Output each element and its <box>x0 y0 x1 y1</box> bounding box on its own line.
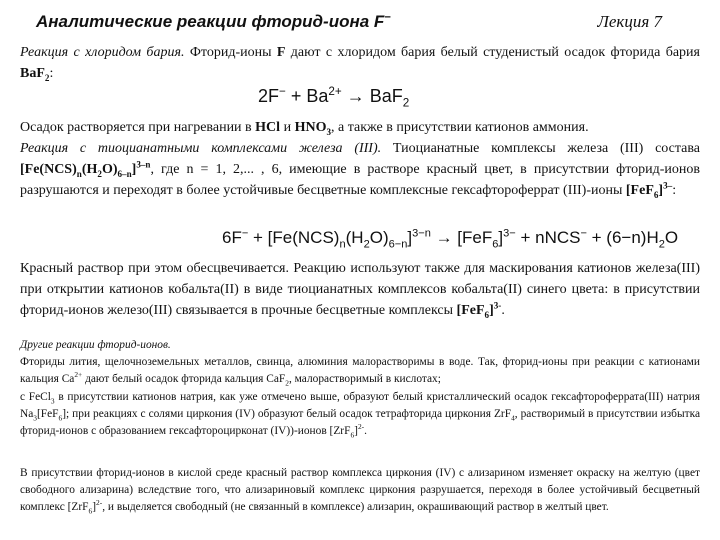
formula <box>456 300 502 320</box>
text: , где n = 1, 2,... , 6, имеющие в растворе красный цвет, в присутствии фторид-ионов разрушаются и переходят в более устойчивые бесцветные комплексные гексафтороферрат (III)-ионы <box>20 162 700 198</box>
formula-text: [FeF <box>625 183 654 198</box>
formula <box>329 421 365 439</box>
text: и <box>280 120 295 135</box>
formula-text: BaF <box>20 66 45 81</box>
superscript: 3– <box>663 180 673 191</box>
subscript: 6 <box>58 413 63 423</box>
text: Фторид-ионы <box>184 45 277 60</box>
eq-term: ] <box>407 228 413 247</box>
formula: F <box>276 45 286 60</box>
paragraph-barium <box>20 42 700 84</box>
formula <box>61 370 83 385</box>
formula <box>28 391 55 406</box>
formula-text: ] <box>658 183 664 198</box>
eq-term: 6F <box>222 228 242 247</box>
eq-term: [FeF <box>457 228 493 247</box>
subscript: 3 <box>50 396 55 406</box>
formula-text: [FeF <box>37 407 59 420</box>
superscript: 3−n <box>412 227 431 240</box>
subscript: 2 <box>363 238 370 251</box>
eq-term: + [Fe(NCS) <box>248 228 340 247</box>
text: , малорастворимый в кислотах; <box>288 372 441 385</box>
subscript: 3 <box>33 413 37 423</box>
superscript: 2- <box>357 421 365 431</box>
eq-term: (H <box>345 228 364 247</box>
text: . <box>364 424 367 437</box>
eq-term: O) <box>369 228 389 247</box>
subscript: 6 <box>653 189 659 200</box>
text: Осадок растворяется при нагревании в <box>20 120 256 135</box>
paragraph-dissolve <box>20 117 700 138</box>
superscript: 2+ <box>328 85 342 98</box>
equation-iron <box>222 227 679 251</box>
paragraph-alizarin <box>20 465 700 515</box>
subscript: 2 <box>402 96 410 110</box>
reaction-heading: Реакция с хлоридом бария. <box>20 45 185 60</box>
formula-text: (H <box>81 162 98 177</box>
formula <box>20 159 151 179</box>
eq-term: 2F <box>258 86 280 106</box>
formula <box>20 66 49 81</box>
text: Красный раствор при этом обесцвечивается. Реакцию используют также для маскирования катионов железа(III) при открытии катионов кобальта(II) в виде тиоцианатных комплексов кобальта(II) синего цвета: в присутствии фторид-ионов железо(III) связывается в прочные бесцветные комплексы <box>20 261 700 318</box>
subscript: 2 <box>285 378 289 388</box>
text: дают белый осадок фторида кальция <box>82 372 267 385</box>
formula-text: CaF <box>266 372 286 385</box>
subscript: 6 <box>492 238 499 251</box>
formula-text: Ca <box>61 372 75 385</box>
paragraph-iron-zirconium <box>20 389 700 439</box>
subscript: n <box>76 168 82 179</box>
text: , и выделяется свободный (не связанный в комплексе) ализарин, окрашивающий раствор в желтый цвет. <box>102 500 609 513</box>
title-text: Аналитические реакции фторид-иона F <box>36 12 385 31</box>
formula-text: [FeF <box>456 303 485 318</box>
text: в присутствии катионов натрия, как уже отмечено выше, образуют белый кристаллический осадок гексафтороферрата(III) натрия <box>54 391 700 403</box>
formula-text: ] <box>131 162 137 177</box>
subscript: 6 <box>484 309 490 320</box>
superscript: − <box>580 227 587 240</box>
superscript: 3− <box>503 227 516 240</box>
superscript: 3- <box>493 300 502 311</box>
header <box>30 12 690 38</box>
reaction-arrow: → <box>430 228 458 247</box>
text: Фториды лития, щелочноземельных металлов, свинца, алюминия малорастворимы в воде. Так, фторид-ионы при реакции с катионами кальция <box>20 356 700 385</box>
superscript: − <box>241 227 249 240</box>
formula-text: FeCl <box>28 391 51 403</box>
subscript: 2 <box>44 72 50 83</box>
formula-text: ] <box>489 303 494 318</box>
formula-text: ] <box>92 500 97 513</box>
text: Тиоцианатные комплексы железа (III) состава <box>381 141 700 156</box>
formula-text: [ZrF <box>329 424 351 437</box>
text: . <box>501 303 505 318</box>
section-heading-other: Другие реакции фторид-ионов. <box>20 339 171 351</box>
text: , а также в присутствии катионов аммония. <box>331 120 589 135</box>
superscript: 2- <box>96 497 103 507</box>
text: дают с хлоридом бария белый студенистый осадок фторида бария <box>285 45 700 60</box>
formula-text: [ZrF <box>67 500 89 513</box>
reaction-heading: Реакция с тиоцианатными комплексами железа (III). <box>20 141 382 156</box>
eq-term: BaF <box>369 86 403 106</box>
subscript: 6 <box>350 429 355 439</box>
subscript: 6 <box>88 505 93 515</box>
subscript: 3 <box>326 126 331 137</box>
formula <box>266 372 289 388</box>
text: : <box>672 183 677 198</box>
paragraph-insoluble <box>20 354 700 388</box>
formula <box>493 407 515 423</box>
eq-term: O <box>664 228 679 247</box>
formula <box>67 497 103 515</box>
paragraph-masking <box>20 258 700 321</box>
text: с <box>20 391 29 403</box>
formula-text: HNO <box>294 120 327 135</box>
formula-text: O) <box>101 162 118 177</box>
superscript: − <box>279 85 286 98</box>
formula-text: Na <box>20 407 34 420</box>
formula-text: ZrF <box>493 407 512 420</box>
subscript: 4 <box>511 413 515 423</box>
paragraph-thiocyanate <box>20 138 700 201</box>
formula: HCl <box>255 120 281 135</box>
formula <box>295 120 331 135</box>
formula-text: ] <box>354 424 358 437</box>
subscript: 6–n <box>117 168 132 179</box>
text: : <box>49 66 54 81</box>
subscript: n <box>339 238 346 251</box>
lecture-label: Лекция 7 <box>597 12 662 31</box>
page-title <box>36 12 391 32</box>
eq-term: ] <box>498 228 504 247</box>
superscript: 2+ <box>74 370 83 379</box>
eq-term: + Ba <box>285 86 329 106</box>
subscript: 6−n <box>388 238 408 251</box>
formula <box>625 180 673 200</box>
equation-barium <box>258 85 410 110</box>
text: ; при реакциях с солями циркония (IV) образуют белый осадок тетрафторида циркония <box>66 407 494 420</box>
title-superscript: − <box>384 11 391 24</box>
superscript: 3–n <box>136 159 151 170</box>
formula-text: ] <box>62 407 67 420</box>
eq-term: + nNCS <box>515 228 581 247</box>
text: , растворимый в присутствии избытка фторид-ионов с образованием гексафтороцирконат (IV))-ионов <box>20 407 700 437</box>
formula <box>20 407 67 423</box>
text: В присутствии фторид-ионов в кислой среде красный раствор комплекса циркония (IV) с ализарином изменяет окраску на желтую (цвет свободного ализарина) вследствие того, что ализариновый комплекс циркония разрушается, переходя в более устойчивый бесцветный комплекс <box>20 467 700 513</box>
eq-term: + (6−n)H <box>586 228 659 247</box>
subscript: 2 <box>97 168 102 179</box>
reaction-arrow: → <box>341 86 370 106</box>
formula-text: [Fe(NCS) <box>20 162 77 177</box>
subscript: 2 <box>658 238 665 251</box>
